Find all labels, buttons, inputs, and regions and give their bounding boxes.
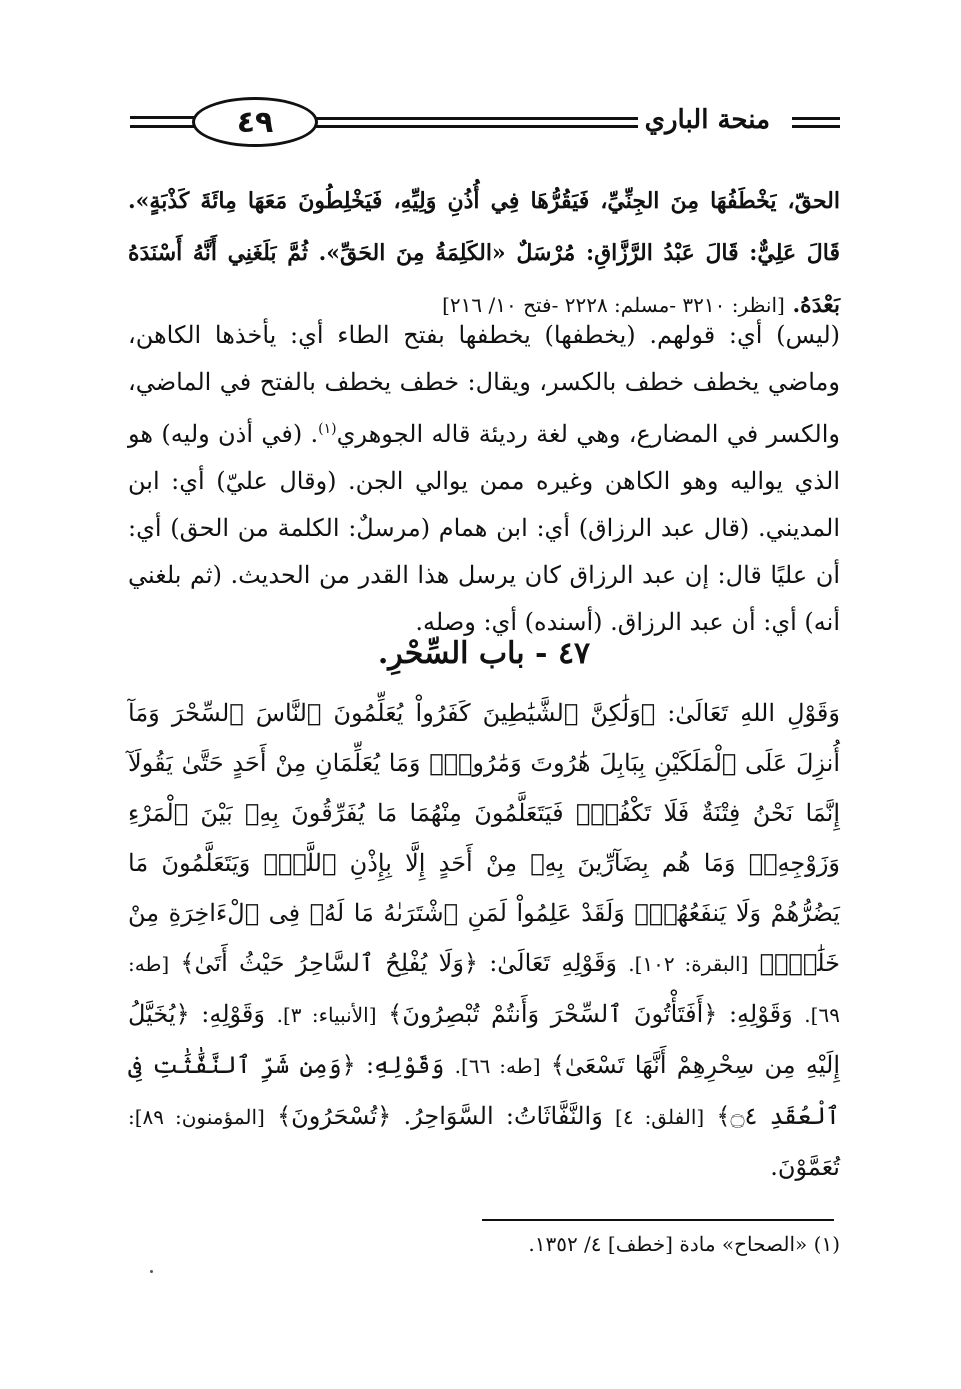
explanation-naffathat: وَالنَّفَّاثَاتُ: السَّوَاحِرُ. <box>403 1102 603 1130</box>
header-rule-middle-bottom <box>316 125 638 128</box>
commentary-block <box>128 312 840 646</box>
explanation-tusharun: تُعَمَّوْنَ. <box>770 1153 840 1181</box>
header-rule-left-top <box>130 116 196 119</box>
verse-ref-muminun: [المؤمنون: ٨٩]: <box>128 1105 265 1129</box>
footnote-marker: (١) <box>318 421 337 437</box>
page-number-oval <box>192 97 318 147</box>
running-title: منحة الباري <box>644 105 770 135</box>
verse-ref-baqara: [البقرة: ١٠٢]. <box>628 952 749 976</box>
verse-ref-anbiya: [الأنبياء: ٣]. <box>276 1003 377 1027</box>
header-rule-middle-top <box>316 117 638 120</box>
verse-falaq: ﴿وَمِن شَرِّ ٱلنَّفَّٰثَٰتِ فِى ٱلْعُقَدِ ۝٤﴾ <box>128 1051 840 1130</box>
commentary-paragraph <box>128 312 840 646</box>
verse-taha-69: ﴿وَلَا يُفْلِحُ ٱلسَّاحِرُ حَيْثُ أَتَىٰ﴾ <box>180 949 478 977</box>
hadith-text-block <box>128 175 840 331</box>
quran-intro: وَقَوْلِ اللهِ تَعَالَىٰ: <box>667 699 840 727</box>
hadith-text: الحقّ، يَخْطَفُهَا مِنَ الجِنِّيِّ، فَيَقُرُّهَا فِي أُذُنِ وَلِيِّهِ، فَيَخْلِطُونَ مَعَهَا مِائَةَ كَذْبَةٍ». قَالَ عَلِيٌّ: قَالَ عَبْدُ الرَّزَّاقِ: مُرْسَلٌ «الكَلِمَةُ مِنَ الحَقِّ». ثُمَّ بَلَغَنِي أَنَّهُ أَسْنَدَهُ بَعْدَهُ. <box>128 188 840 318</box>
verse-ref-falaq: [الفلق: ٤] <box>615 1105 705 1129</box>
page-header <box>130 95 840 155</box>
header-rule-left-bottom <box>130 125 196 128</box>
footnote-separator <box>482 1219 834 1221</box>
joiner-3: وَقَوْلِهِ: <box>201 1000 265 1028</box>
page-number: ٤٩ <box>236 104 274 140</box>
commentary-text-part2: . (في أذن وليه) هو الذي يواليه وهو الكاهن وغيره ممن يوالي الجن. (وقال عليّ) أي: ابن المديني. (قال عبد الرزاق) أي: ابن همام (مرسلٌ: الكلمة من الحق) أي: أن عليًا قال: إن عبد الرزاق كان يرسل هذا القدر من الحديث. (ثم بلغني أنه) أي: أن عبد الرزاق. (أسنده) أي: وصله. <box>128 420 841 636</box>
verse-ref-taha-69: [طه: ٦٩]. <box>128 952 840 1027</box>
quran-section <box>128 688 840 1192</box>
commentary-text-part1: (ليس) أي: قولهم. (يخطفها) يخطفها بفتح الطاء أي: يأخذها الكاهن، وماضي يخطف خطف بالكسر، ويقال: خطف يخطف بالفتح في الماضي، والكسر في المضارع، وهي لغة رديئة قاله الجوهري <box>128 321 841 448</box>
verse-taha-66: ﴿يُخَيَّلُ إِلَيْهِ مِن سِحْرِهِمْ أَنَّهَا تَسْعَىٰ﴾ <box>128 1000 840 1079</box>
chapter-heading: ٤٧ - باب السِّحْرِ. <box>377 636 591 671</box>
stray-dot <box>150 1270 153 1273</box>
hadith-reference: [انظر: ٣٢١٠ -مسلم: ٢٢٢٨ -فتح ١٠/ ٢١٦] <box>442 293 785 317</box>
verse-muminun: ﴿تُسْحَرُونَ﴾ <box>277 1102 392 1130</box>
verse-baqara: ﴿وَلَٰكِنَّ ٱلشَّيَٰطِينَ كَفَرُواْ يُعَلِّمُونَ ٱلنَّاسَ ٱلسِّحْرَ وَمَآ أُنزِلَ عَلَى ٱلْمَلَكَيْنِ بِبَابِلَ هَٰرُوتَ وَمَٰرُوتَۚ وَمَا يُعَلِّمَانِ مِنْ أَحَدٍ حَتَّىٰ يَقُولَآ إِنَّمَا نَحْنُ فِتْنَةٌ فَلَا تَكْفُرْۖ فَيَتَعَلَّمُونَ مِنْهُمَا مَا يُفَرِّقُونَ بِهِۦ بَيْنَ ٱلْمَرْءِ وَزَوْجِهِۦۚ وَمَا هُم بِضَآرِّينَ بِهِۦ مِنْ أَحَدٍ إِلَّا بِإِذْنِ ٱللَّهِۚ وَيَتَعَلَّمُونَ مَا يَضُرُّهُمْ وَلَا يَنفَعُهُمْۚ وَلَقَدْ عَلِمُواْ لَمَنِ ٱشْتَرَىٰهُ مَا لَهُۥ فِى ٱلْءَاخِرَةِ مِنْ خَلَٰقٍۚ﴾ <box>128 699 840 977</box>
header-rule-right-bottom <box>792 125 840 128</box>
footnote: (١) «الصحاح» مادة [خطف] ٤/ ١٣٥٢. <box>528 1232 840 1256</box>
joiner-1: وَقَوْلِهِ تَعَالَىٰ: <box>489 949 618 977</box>
joiner-4: وَقَوْلِهِ: <box>365 1051 445 1079</box>
header-rule-right-top <box>792 117 840 120</box>
joiner-2: وَقَوْلِهِ: <box>728 1000 793 1028</box>
verse-ref-taha-66: [طه: ٦٦]. <box>454 1054 541 1078</box>
verse-anbiya: ﴿أَفَتَأْتُونَ ٱلسِّحْرَ وَأَنتُمْ تُبْصِرُونَ﴾ <box>388 1000 718 1028</box>
